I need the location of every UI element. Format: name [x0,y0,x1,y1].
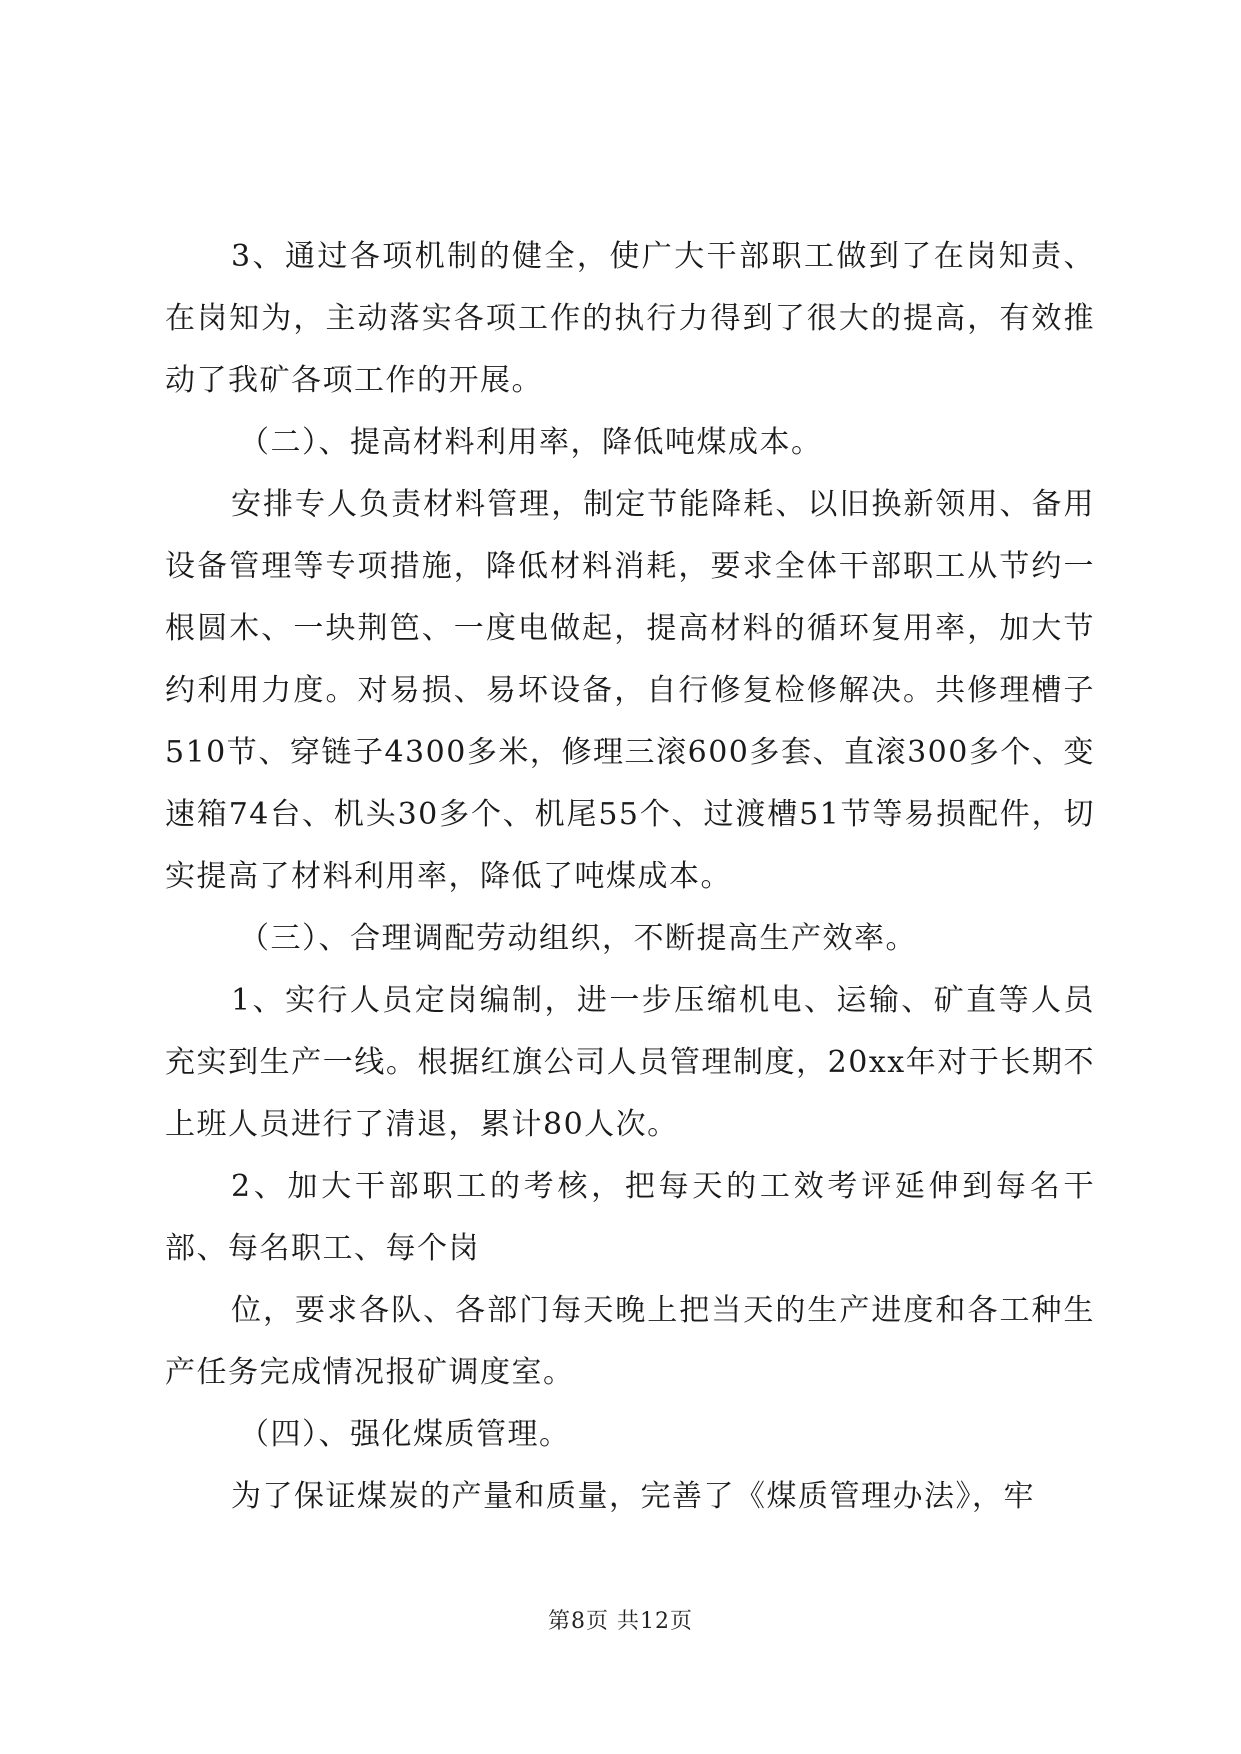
document-body [165,226,1095,1528]
paragraph-assessment: 2、加大干部职工的考核，把每天的工效考评延伸到每名干部、每名职工、每个岗 [165,1169,1095,1266]
paragraph-coal-quality: 为了保证煤炭的产量和质量，完善了《煤质管理办法》，牢 [231,1479,1035,1514]
paragraph-staffing: 1、实行人员定岗编制，进一步压缩机电、运输、矿直等人员充实到生产一线。根据红旗公司人员管理制度，20xx年对于长期不上班人员进行了清退，累计80人次。 [165,983,1095,1142]
section-heading-coal-quality: （四）、强化煤质管理。 [239,1417,571,1452]
paragraph-mechanism-results: 3、通过各项机制的健全，使广大干部职工做到了在岗知责、在岗知为，主动落实各项工作的执行力得到了很大的提高，有效推动了我矿各项工作的开展。 [165,239,1095,398]
section-heading-labor-organization: （三）、合理调配劳动组织，不断提高生产效率。 [239,921,917,956]
paragraph-assessment-continued: 位，要求各队、各部门每天晚上把当天的生产进度和各工种生产任务完成情况报矿调度室。 [165,1293,1095,1390]
paragraph-material-management: 安排专人负责材料管理，制定节能降耗、以旧换新领用、备用设备管理等专项措施，降低材料消耗，要求全体干部职工从节约一根圆木、一块荆笆、一度电做起，提高材料的循环复用率，加大节约利用力度。对易损、易坏设备，自行修复检修解决。共修理槽子510节、穿链子4300多米，修理三滚600多套、直滚300多个、变速箱74台、机头30多个、机尾55个、过渡槽51节等易损配件，切实提高了材料利用率，降低了吨煤成本。 [165,487,1095,894]
section-heading-material-utilization: （二）、提高材料利用率，降低吨煤成本。 [239,425,823,460]
page-number-footer: 第8页 共12页 [548,1609,693,1634]
